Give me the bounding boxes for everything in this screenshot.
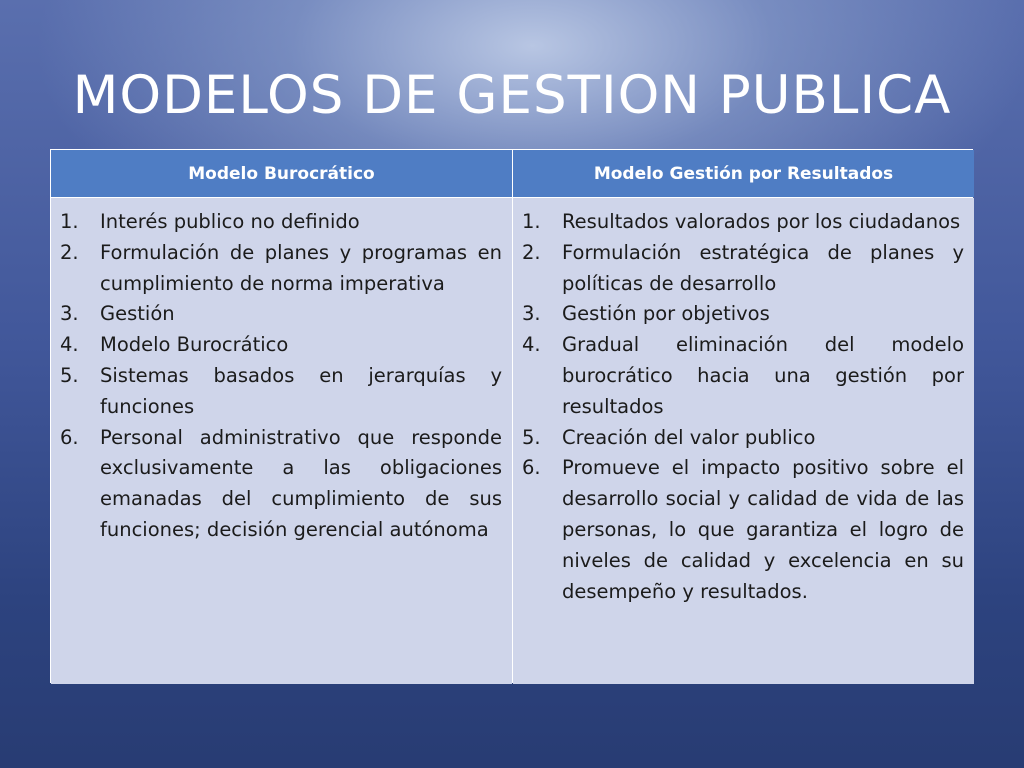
list-item [60, 330, 502, 361]
item-number: 4. [60, 333, 79, 357]
bureaucratic-list [60, 207, 502, 546]
column-body-results [513, 198, 974, 684]
list-item [522, 330, 964, 422]
slide-title: MODELOS DE GESTION PUBLICA [72, 65, 952, 126]
item-text: Creación del valor publico [562, 425, 816, 449]
list-item [522, 207, 964, 238]
item-text: Formulación estratégica de planes y políticas de desarrollo [562, 240, 964, 295]
item-text: Gestión por objetivos [562, 302, 770, 326]
column-header-results: Modelo Gestión por Resultados [513, 150, 974, 197]
item-number: 3. [60, 302, 79, 326]
list-item [522, 453, 964, 607]
list-item [60, 238, 502, 300]
item-number: 3. [522, 302, 541, 326]
item-number: 5. [522, 425, 541, 449]
item-number: 1. [522, 210, 541, 233]
item-text: Personal administrativo que responde exclusivamente a las obligaciones emanadas del cumplimiento de sus funciones; decisión gerencial autónoma [100, 425, 502, 541]
item-number: 6. [522, 456, 541, 480]
column-body-bureaucratic [51, 198, 512, 684]
item-text: Gradual eliminación del modelo burocrático hacia una gestión por resultados [562, 333, 964, 418]
item-text: Gestión [100, 302, 175, 326]
item-text: Promueve el impacto positivo sobre el desarrollo social y calidad de vida de las personas, lo que garantiza el logro de niveles de calidad y excelencia en su desempeño y resultados. [562, 456, 964, 603]
item-number: 6. [60, 425, 79, 449]
item-text: Resultados valorados por los ciudadanos [562, 210, 961, 233]
comparison-table [50, 149, 973, 683]
item-text: Modelo Burocrático [100, 333, 289, 357]
list-item [522, 423, 964, 454]
list-item [522, 299, 964, 330]
results-list [522, 207, 964, 607]
item-text: Interés publico no definido [100, 210, 360, 233]
list-item [60, 207, 502, 238]
item-text: Sistemas basados en jerarquías y funciones [100, 363, 502, 418]
list-item [60, 423, 502, 546]
item-text: Formulación de planes y programas en cumplimiento de norma imperativa [100, 240, 502, 295]
list-item [60, 361, 502, 423]
item-number: 2. [522, 240, 541, 264]
list-item [522, 238, 964, 300]
item-number: 5. [60, 363, 79, 387]
item-number: 1. [60, 210, 79, 233]
item-number: 4. [522, 333, 541, 357]
column-header-bureaucratic: Modelo Burocrático [51, 150, 512, 197]
item-number: 2. [60, 240, 79, 264]
list-item [60, 299, 502, 330]
